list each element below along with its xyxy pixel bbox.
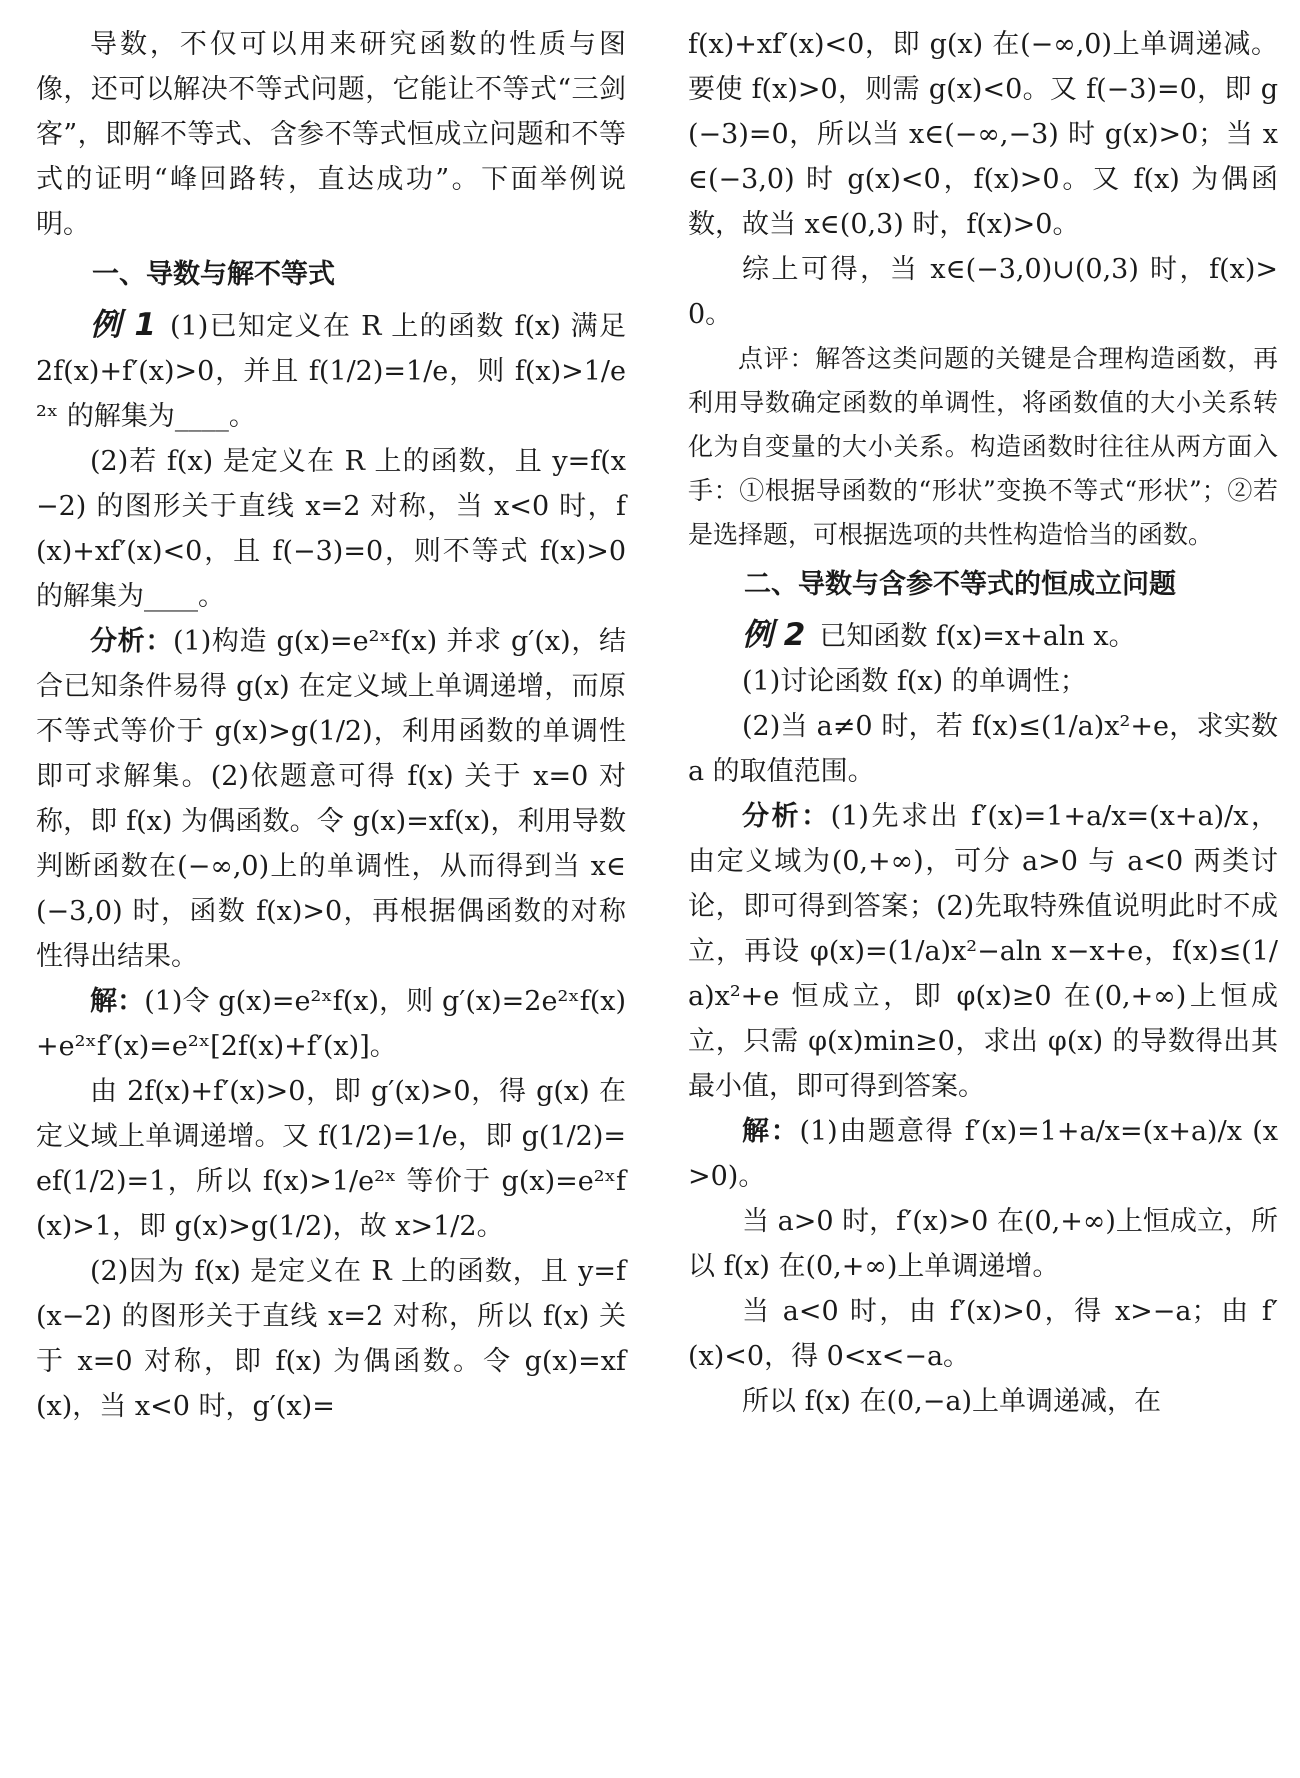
paragraph-text: (2)若 f(x) 是定义在 R 上的函数，且 y=f(x−2) 的图形关于直线 x=2 对称，当 x<0 时，f(x)+xf′(x)<0，且 f(−3)=0，则不等式 f(x)>0 的解集为____。: [36, 446, 626, 612]
paragraph: [688, 1199, 1278, 1289]
left-column: [36, 22, 626, 1429]
section-label: 点评：: [738, 344, 816, 373]
labeled-paragraph: [688, 794, 1278, 1109]
paragraph: [36, 22, 626, 247]
paragraph: [688, 22, 1278, 247]
paragraph-text: 由 2f(x)+f′(x)>0，即 g′(x)>0，得 g(x) 在定义域上单调递增。又 f(1/2)=1/e，即 g(1/2)=ef(1/2)=1，所以 f(x)>1/e²ˣ 等价于 g(x)=e²ˣf(x)>1，即 g(x)>g(1/2)，故 x>1/2。: [36, 1076, 626, 1242]
paragraph-text: (1)构造 g(x)=e²ˣf(x) 并求 g′(x)，结合已知条件易得 g(x) 在定义域上单调递增，而原不等式等价于 g(x)>g(1/2)，利用函数的单调性即可求解集。(2)依题意可得 f(x) 关于 x=0 对称，即 f(x) 为偶函数。令 g(x)=xf(x)，利用导数判断函数在(−∞,0)上的单调性，从而得到当 x∈(−3,0) 时，函数 f(x)>0，再根据偶函数的对称性得出结果。: [36, 626, 627, 972]
section-heading: 一、导数与解不等式: [92, 259, 335, 290]
section-label: 解：: [90, 986, 145, 1017]
paragraph-text: (1)讨论函数 f(x) 的单调性；: [742, 666, 1087, 697]
section-label: 分析：: [90, 626, 173, 657]
labeled-paragraph: [688, 1109, 1278, 1199]
paragraph: [688, 247, 1278, 337]
paragraph-text: (2)因为 f(x) 是定义在 R 上的函数，且 y=f(x−2) 的图形关于直线 x=2 对称，所以 f(x) 关于 x=0 对称，即 f(x) 为偶函数。令 g(x)=xf(x)，当 x<0 时，g′(x)=: [36, 1256, 626, 1422]
paragraph-text: 综上可得，当 x∈(−3,0)∪(0,3) 时，f(x)>0。: [688, 254, 1278, 330]
paragraph-text: (2)当 a≠0 时，若 f(x)≤(1/a)x²+e，求实数 a 的取值范围。: [688, 711, 1278, 787]
paragraph-text: (1)由题意得 f′(x)=1+a/x=(x+a)/x (x>0)。: [688, 1116, 1278, 1192]
paragraph: [688, 1379, 1278, 1424]
paragraph-text: (1)已知定义在 R 上的函数 f(x) 满足 2f(x)+f′(x)>0，并且 f(1/2)=1/e，则 f(x)>1/e²ˣ 的解集为____。: [36, 311, 626, 432]
labeled-paragraph: [688, 613, 1278, 659]
paragraph-text: (1)先求出 f′(x)=1+a/x=(x+a)/x，由定义域为(0,+∞)，可分 a>0 与 a<0 两类讨论，即可得到答案；(2)先取特殊值说明此时不成立，再设 φ(x)=(1/a)x²−aln x−x+e，f(x)≤(1/a)x²+e 恒成立，即 φ(x)≥0 在(0,+∞)上恒成立，只需 φ(x)min≥0，求出 φ(x) 的导数得出其最小值，即可得到答案。: [688, 801, 1279, 1102]
labeled-paragraph: [36, 303, 626, 439]
paragraph: [36, 1069, 626, 1249]
right-column: [688, 22, 1278, 1424]
paragraph: [36, 439, 626, 619]
paragraph-text: 解答这类问题的关键是合理构造函数，再利用导数确定函数的单调性，将函数值的大小关系转化为自变量的大小关系。构造函数时往往从两方面入手：①根据导函数的“形状”变换不等式“形状”；②若是选择题，可根据选项的共性构造恰当的函数。: [688, 344, 1278, 549]
paragraph-text: 所以 f(x) 在(0,−a)上单调递减，在: [742, 1386, 1162, 1417]
example-label: 例 1: [90, 307, 157, 343]
labeled-paragraph: [688, 337, 1278, 557]
paragraph: [688, 704, 1278, 794]
labeled-paragraph: [36, 979, 626, 1069]
paragraph-text: f(x)+xf′(x)<0，即 g(x) 在(−∞,0)上单调递减。要使 f(x)>0，则需 g(x)<0。又 f(−3)=0，即 g(−3)=0，所以当 x∈(−∞,−3) 时 g(x)>0；当 x∈(−3,0) 时 g(x)<0，f(x)>0。又 f(x) 为偶函数，故当 x∈(0,3) 时，f(x)>0。: [688, 29, 1278, 240]
section-heading: 二、导数与含参不等式的恒成立问题: [744, 569, 1176, 600]
labeled-paragraph: [36, 619, 626, 979]
paragraph: [688, 659, 1278, 704]
paragraph-text: 已知函数 f(x)=x+aln x。: [819, 621, 1136, 652]
section-label: 分析：: [742, 801, 831, 832]
paragraph-text: (1)令 g(x)=e²ˣf(x)，则 g′(x)=2e²ˣf(x)+e²ˣf′(x)=e²ˣ[2f(x)+f′(x)]。: [36, 986, 626, 1062]
paragraph-text: 当 a>0 时，f′(x)>0 在(0,+∞)上恒成立，所以 f(x) 在(0,+∞)上单调递增。: [688, 1206, 1278, 1282]
section-label: 解：: [742, 1116, 800, 1147]
paragraph-text: 当 a<0 时，由 f′(x)>0，得 x>−a；由 f′(x)<0，得 0<x<−a。: [688, 1296, 1278, 1372]
paragraph: [36, 1249, 626, 1429]
paragraph-text: 导数，不仅可以用来研究函数的性质与图像，还可以解决不等式问题，它能让不等式“三剑客”，即解不等式、含参不等式恒成立问题和不等式的证明“峰回路转，直达成功”。下面举例说明。: [36, 29, 626, 240]
example-label: 例 2: [742, 617, 806, 653]
paragraph: [688, 1289, 1278, 1379]
